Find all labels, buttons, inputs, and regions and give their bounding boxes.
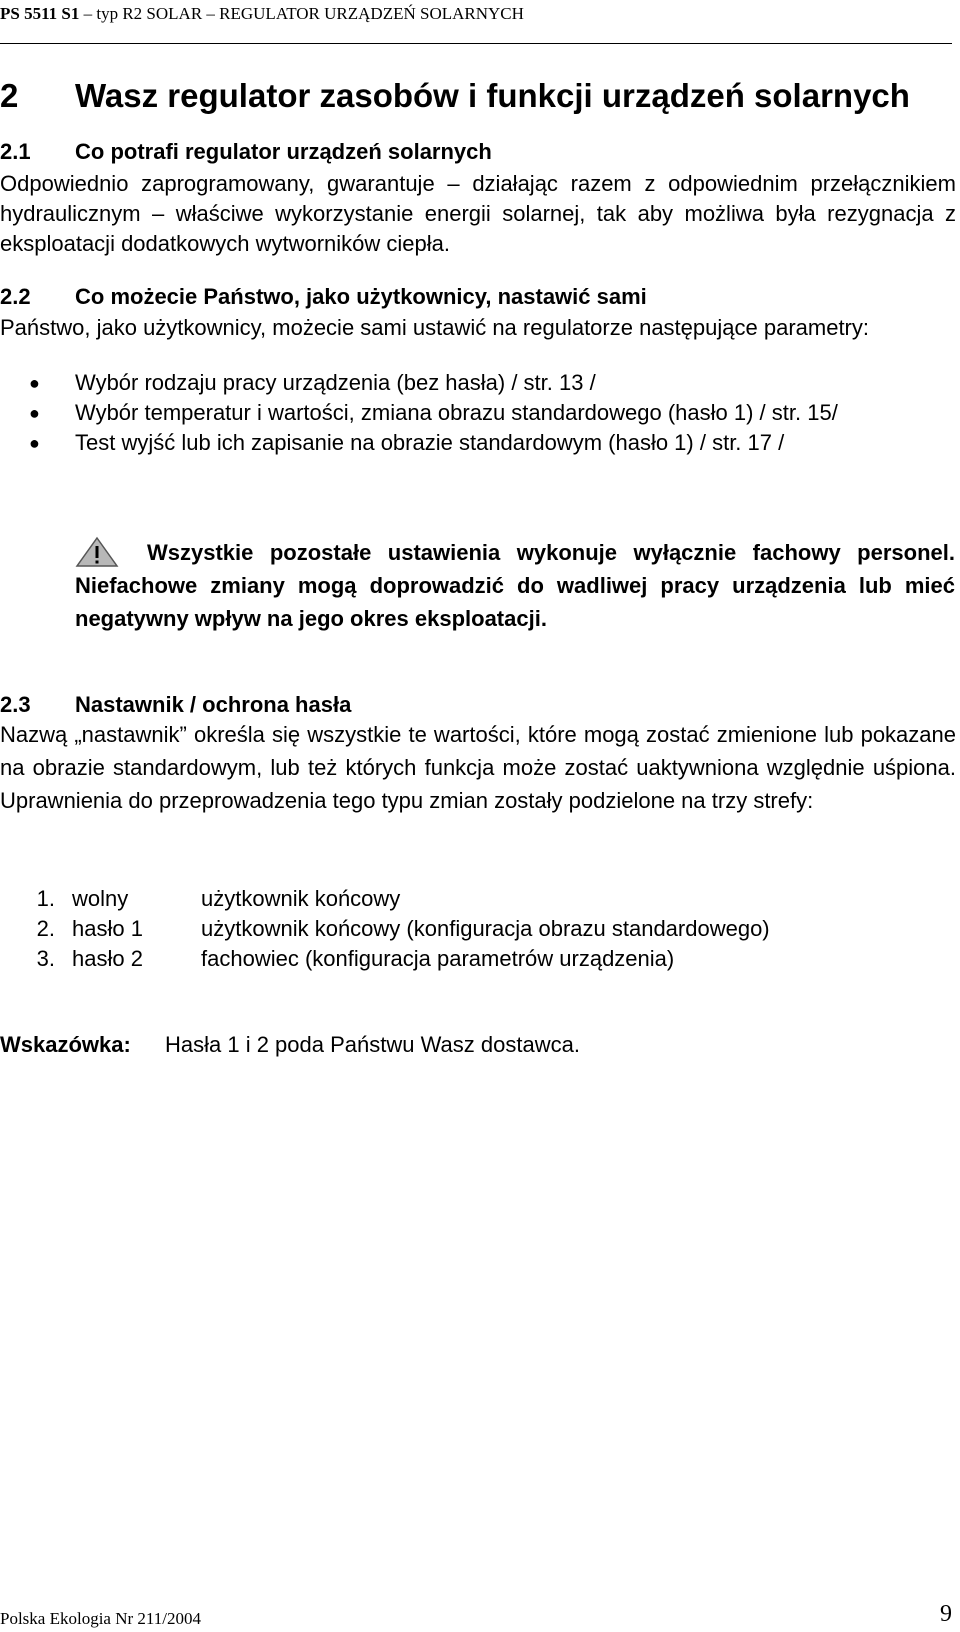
page-header — [0, 3, 952, 44]
footer-publication: Polska Ekologia Nr 211/2004 — [0, 1609, 201, 1628]
warning-note — [75, 536, 955, 635]
document-code: PS 5511 S1 — [0, 4, 80, 23]
hint-label: Wskazówka: — [0, 1032, 131, 1057]
warning-text: Wszystkie pozostałe ustawienia wykonuje wyłącznie fachowy personel. Niefachowe zmiany mogą doprowadzić do wadliwej pracy urządzenia lub mieć negatywny wpływ na jego okres eksploatacji. — [75, 540, 955, 631]
hint-note — [0, 1030, 580, 1060]
section-2-2-heading — [0, 282, 647, 312]
bullet-icon: ● — [29, 373, 40, 393]
password-zones-list — [0, 884, 770, 974]
section-2-3-title: Nastawnik / ochrona hasła — [75, 692, 352, 717]
section-2-1-number: 2.1 — [0, 139, 31, 164]
section-2-1-heading — [0, 137, 492, 167]
chapter-number: 2 — [0, 77, 19, 114]
section-2-1-title: Co potrafi regulator urządzeń solarnych — [75, 139, 492, 164]
section-2-1-body: Odpowiednio zaprogramowany, gwarantuje – działając razem z odpowiednim przełącznikiem hydraulicznym – właściwe wykorzystanie energii solarnej, tak aby możliwa była rezygnacja z eksploatacji dodatkowych wytworników ciepła. — [0, 171, 956, 256]
warning-triangle-icon — [75, 536, 119, 566]
section-2-3-heading — [0, 690, 351, 720]
section-2-2-title: Co możecie Państwo, jako użytkownicy, nastawić sami — [75, 284, 647, 309]
section-2-3-number: 2.3 — [0, 692, 31, 717]
page-number: 9 — [940, 1601, 952, 1627]
list-item: ● Test wyjść lub ich zapisanie na obrazie standardowym (hasło 1) / str. 17 / — [0, 428, 838, 458]
header-title: typ R2 SOLAR – REGULATOR URZĄDZEŃ SOLARNYCH — [96, 4, 524, 23]
list-item: ● Wybór rodzaju pracy urządzenia (bez hasła) / str. 13 / — [0, 368, 838, 398]
bullet-icon: ● — [29, 433, 40, 453]
section-2-2-number: 2.2 — [0, 284, 31, 309]
chapter-title: Wasz regulator zasobów i funkcji urządzeń solarnych — [75, 77, 910, 114]
zone-row: 1. wolny użytkownik końcowy — [36, 886, 401, 911]
zone-row: 3. hasło 2 fachowiec (konfiguracja parametrów urządzenia) — [36, 946, 675, 971]
section-2-3-body: Nazwą „nastawnik” określa się wszystkie te wartości, które mogą zostać zmienione lub pokazane na obrazie standardowym, lub też których funkcja może zostać uaktywniona względnie uśpiona. Uprawnienia do przeprowadzenia tego typu zmian zostały podzielone na trzy strefy: — [0, 722, 956, 813]
list-item: ● Wybór temperatur i wartości, zmiana obrazu standardowego (hasło 1) / str. 15/ — [0, 398, 838, 428]
zone-row: 2. hasło 1 użytkownik końcowy (konfiguracja obrazu standardowego) — [36, 916, 770, 941]
hint-text: Hasła 1 i 2 poda Państwu Wasz dostawca. — [165, 1032, 580, 1057]
bullet-icon: ● — [29, 403, 40, 423]
user-settings-list — [0, 368, 838, 458]
header-dash: – — [83, 4, 93, 23]
chapter-heading — [0, 76, 910, 116]
section-2-2-body: Państwo, jako użytkownicy, możecie sami ustawić na regulatorze następujące parametry: — [0, 315, 869, 340]
